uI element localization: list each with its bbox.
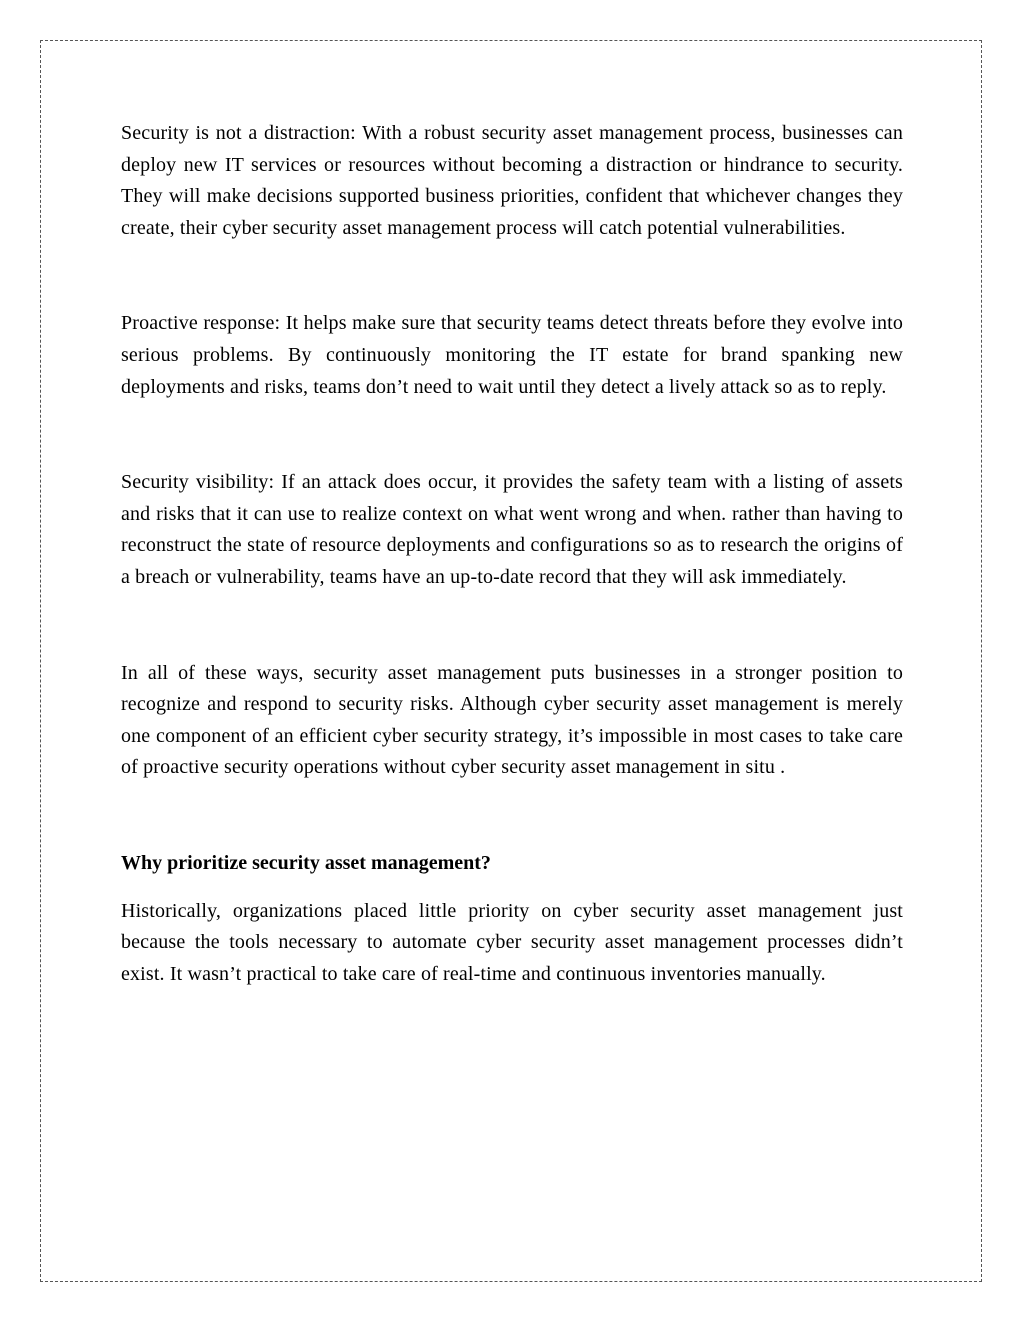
paragraph-historical-context: Historically, organizations placed little priority on cyber security asset management just because the tools necessary to automate cyber security asset management processes didn’t exist. It wasn’t practical to take care of real-time and continuous inventories manually. [121,899,903,985]
paragraph-summary: In all of these ways, security asset management puts businesses in a stronger position to recognize and respond to security risks. Although cyber security asset management is merely one component of an efficient cyber security strategy, it’s impossible in most cases to take care of proactive security operations without cyber security asset management in situ . [121,661,903,779]
paragraph-security-visibility: Security visibility: If an attack does occur, it provides the safety team with a listing of assets and risks that it can use to realize context on what went wrong and when. rather than having to reconstruct the state of resource deployments and configurations so as to research the origins of a breach or vulnerability, teams have an up-to-date record that they will ask immediately. [121,471,903,588]
paragraph-security-not-distraction: Security is not a distraction: With a robust security asset management process, businesses can deploy new IT services or resources without becoming a distraction or hindrance to security. They will make decisions supported business priorities, confident that whichever changes they create, their cyber security asset management process will catch potential vulnerabilities. [121,122,903,239]
paragraph-proactive-response: Proactive response: It helps make sure that security teams detect threats before they evolve into serious problems. By continuously monitoring the IT estate for brand spanking new deployments and risks, teams don’t need to wait until they detect a lively attack so as to reply. [121,312,903,398]
section-heading: Why prioritize security asset management? [121,851,491,874]
document-body [121,118,903,990]
